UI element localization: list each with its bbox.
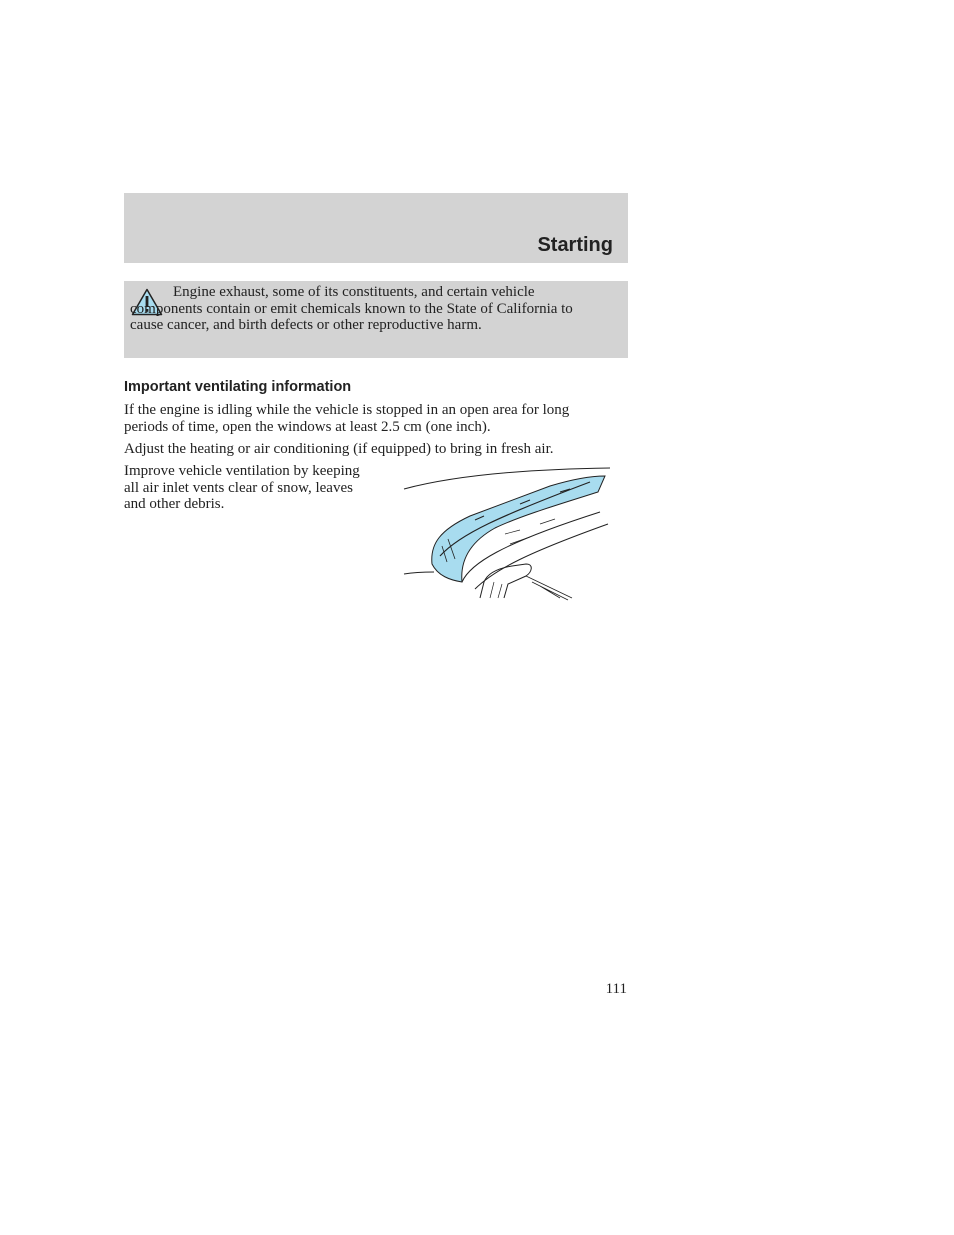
ventilation-heading: Important ventilating information	[124, 379, 352, 395]
air-inlet-paragraph: Improve vehicle ventilation by keeping all air inlet vents clear of snow, leaves and other debris.	[124, 463, 360, 512]
idling-paragraph: If the engine is idling while the vehicle is stopped in an open area for long periods of time, open the windows at least 2.5 cm (one inch).	[124, 402, 570, 435]
warning-box	[124, 281, 628, 358]
section-title: Starting	[537, 234, 613, 256]
section-header	[124, 193, 628, 263]
warning-text: Engine exhaust, some of its constituents, and certain vehicle components contain or emit chemicals known to the State of California to cause cancer, and birth defects or other reproductive harm.	[130, 284, 573, 333]
air-inlet-vent-illustration	[400, 464, 612, 602]
page-number: 111	[605, 981, 627, 997]
fresh-air-paragraph: Adjust the heating or air conditioning (if equipped) to bring in fresh air.	[124, 441, 554, 457]
